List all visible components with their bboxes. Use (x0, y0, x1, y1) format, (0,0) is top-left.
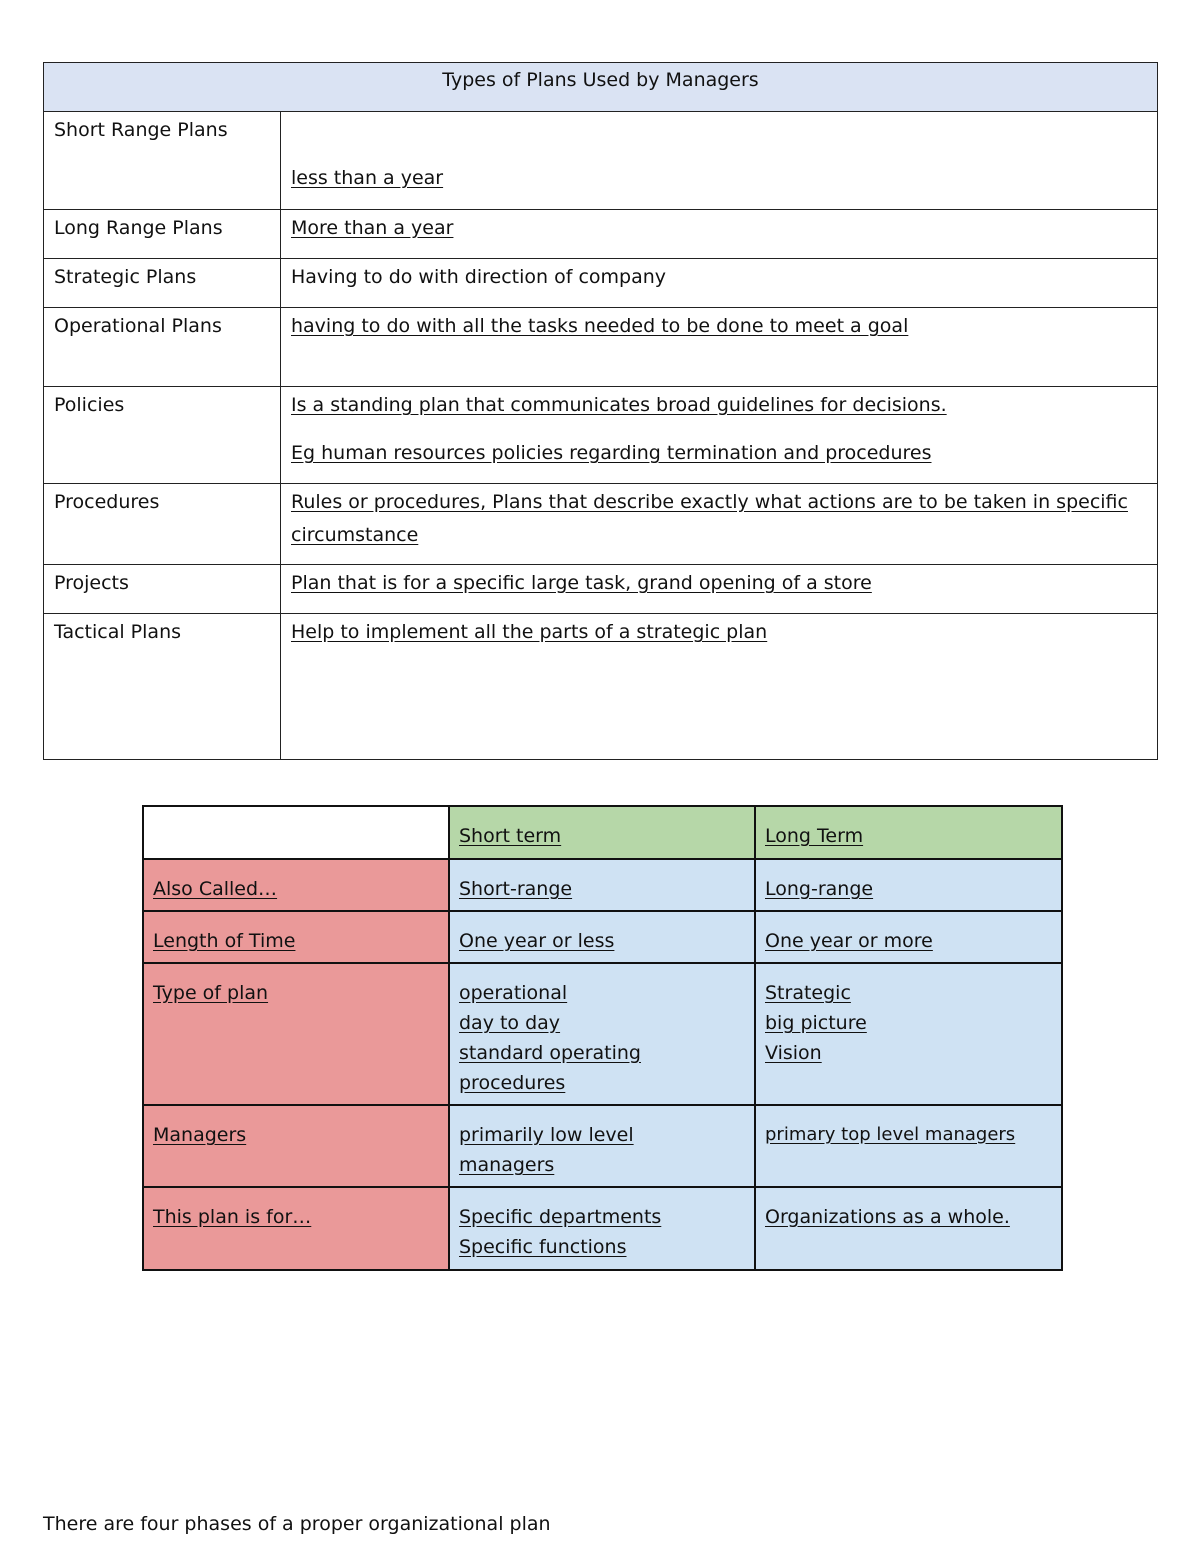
table-row (44, 308, 1158, 387)
footer-text: There are four phases of a proper organizational plan (43, 1513, 551, 1535)
compare-row-label: Managers (143, 1105, 449, 1187)
compare-long-cell (755, 1187, 1062, 1270)
compare-short-cell (449, 963, 755, 1105)
plan-definition-text: More than a year (291, 217, 454, 239)
plan-definition (281, 387, 1158, 484)
compare-long-line: big picture (765, 1012, 867, 1034)
compare-long-cell (755, 963, 1062, 1105)
plan-definition-text: Is a standing plan that communicates broad guidelines for decisions. (291, 394, 947, 416)
compare-short-cell (449, 859, 755, 911)
table-row (44, 484, 1158, 565)
compare-long-cell (755, 911, 1062, 963)
plan-term: Procedures (44, 484, 281, 565)
compare-header-blank (143, 806, 449, 859)
compare-long-line: Strategic (765, 982, 851, 1004)
compare-long-line: Long-range (765, 878, 874, 900)
plan-term: Projects (44, 565, 281, 614)
compare-short-cell (449, 1105, 755, 1187)
compare-short-line: Short-range (459, 878, 573, 900)
plan-definition-text: Rules or procedures, Plans that describe exactly what actions are to be taken in specific circumstance (291, 491, 1128, 546)
table-row (44, 112, 1158, 210)
compare-short-line: Specific departments (459, 1206, 662, 1228)
plan-definition (281, 614, 1158, 760)
table-row (44, 614, 1158, 760)
compare-short-line: Specific functions (459, 1236, 627, 1258)
table-row (143, 911, 1062, 963)
plan-term: Operational Plans (44, 308, 281, 387)
plan-definition (281, 484, 1158, 565)
compare-long-line: primary top level managers (765, 1124, 1016, 1145)
table-row (44, 387, 1158, 484)
compare-header-short: Short term (449, 806, 755, 859)
plans-table (43, 62, 1158, 760)
compare-table (142, 805, 1063, 1271)
compare-long-line: Vision (765, 1042, 822, 1064)
compare-short-line: primarily low level (459, 1124, 634, 1146)
compare-short-line: standard operating (459, 1042, 641, 1064)
table-row (143, 859, 1062, 911)
compare-row-label: Also Called… (143, 859, 449, 911)
compare-short-cell (449, 911, 755, 963)
table-row (44, 565, 1158, 614)
compare-short-line: One year or less (459, 930, 615, 952)
plan-definition-text: Plan that is for a specific large task, grand opening of a store (291, 572, 872, 594)
plan-term: Short Range Plans (44, 112, 281, 210)
compare-short-line: day to day (459, 1012, 561, 1034)
table-row (44, 259, 1158, 308)
plan-term: Strategic Plans (44, 259, 281, 308)
plan-term: Long Range Plans (44, 210, 281, 259)
compare-short-line: managers (459, 1154, 555, 1176)
plan-definition-text: less than a year (291, 167, 444, 189)
compare-long-line: One year or more (765, 930, 933, 952)
compare-long-cell (755, 1105, 1062, 1187)
plan-term: Tactical Plans (44, 614, 281, 760)
plan-definition-text: Help to implement all the parts of a strategic plan (291, 621, 768, 643)
plans-table-title: Types of Plans Used by Managers (44, 63, 1158, 112)
table-row (44, 210, 1158, 259)
compare-row-label: This plan is for… (143, 1187, 449, 1270)
compare-short-line: operational (459, 982, 568, 1004)
compare-header-long: Long Term (755, 806, 1062, 859)
compare-long-cell (755, 859, 1062, 911)
plan-definition (281, 308, 1158, 387)
table-row (143, 963, 1062, 1105)
compare-short-cell (449, 1187, 755, 1270)
compare-long-line: Organizations as a whole. (765, 1206, 1010, 1228)
plan-term: Policies (44, 387, 281, 484)
plan-definition (281, 210, 1158, 259)
table-row (143, 1187, 1062, 1270)
plans-table-title-row (44, 63, 1158, 112)
plan-definition (281, 112, 1158, 210)
compare-short-line: procedures (459, 1072, 566, 1094)
plan-definition: Having to do with direction of company (281, 259, 1158, 308)
compare-row-label: Type of plan (143, 963, 449, 1105)
plan-example-text: Eg human resources policies regarding termination and procedures (291, 442, 932, 464)
compare-row-label: Length of Time (143, 911, 449, 963)
plan-definition-text: having to do with all the tasks needed to be done to meet a goal (291, 315, 909, 337)
plan-definition (281, 565, 1158, 614)
compare-header-row (143, 806, 1062, 859)
table-row (143, 1105, 1062, 1187)
